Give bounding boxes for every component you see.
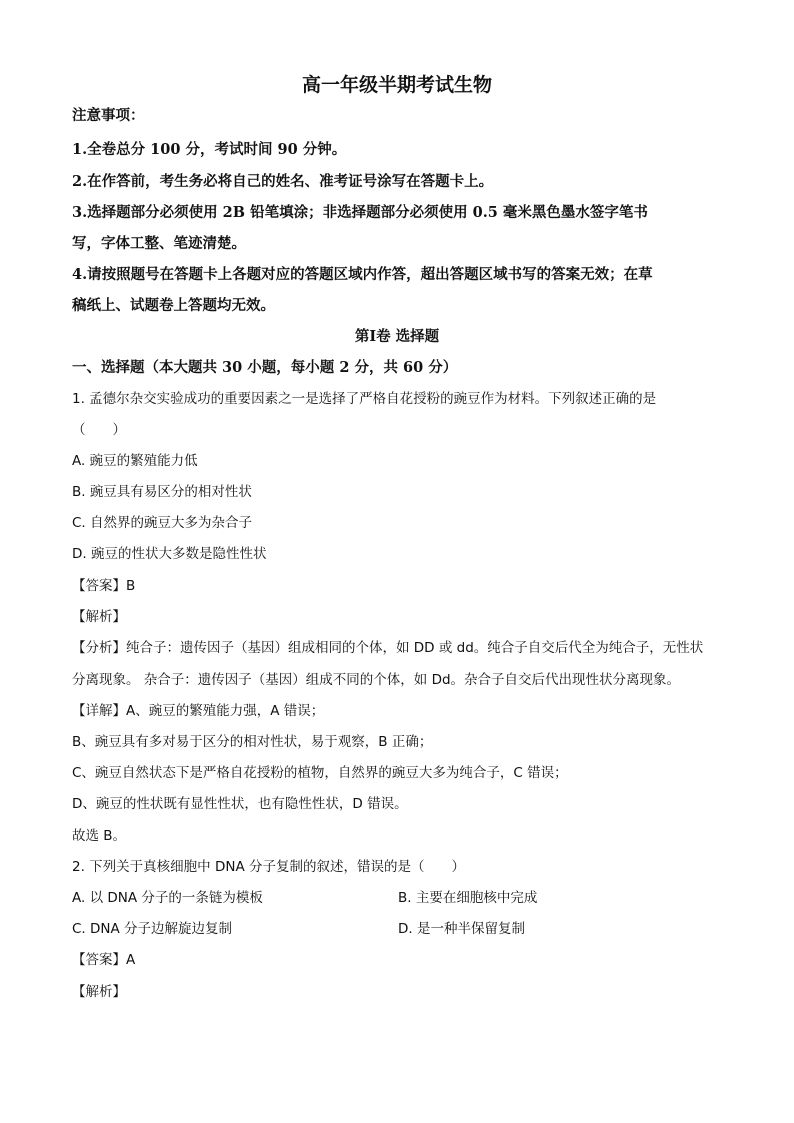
option-c: C. 自然界的豌豆大多为杂合子 bbox=[72, 515, 253, 531]
notice-item: 2.在作答前，考生务必将自己的姓名、准考证号涂写在答题卡上。 bbox=[72, 173, 494, 190]
question-stem: 2. 下列关于真核细胞中 DNA 分子复制的叙述，错误的是（ ） bbox=[72, 859, 465, 875]
page-title: 高一年级半期考试生物 bbox=[301, 74, 492, 96]
analysis-line: B、豌豆具有多对易于区分的相对性状，易于观察，B 正确； bbox=[72, 734, 433, 750]
analysis-line: C、豌豆自然状态下是严格自花授粉的植物，自然界的豌豆大多为纯合子，C 错误； bbox=[72, 765, 568, 781]
analysis-label: 【解析】 bbox=[72, 609, 126, 625]
analysis-line: 【详解】A、豌豆的繁殖能力强，A 错误； bbox=[72, 703, 325, 719]
analysis-line: 分离现象。 杂合子：遗传因子（基因）组成不同的个体，如 Dd。杂合子自交后代出现性状分离现象。 bbox=[72, 672, 681, 688]
question-stem: 1. 孟德尔杂交实验成功的重要因素之一是选择了严格自花授粉的豌豆作为材料。下列叙述正确的是 bbox=[72, 391, 657, 407]
notice-item: 4.请按照题号在答题卡上各题对应的答题区域内作答，超出答题区域书写的答案无效；在草 bbox=[72, 266, 653, 283]
analysis-line: 故选 B。 bbox=[72, 828, 127, 844]
notice-item: 稿纸上、试题卷上答题均无效。 bbox=[72, 297, 275, 314]
section-title: 第Ⅰ卷 选择题 bbox=[354, 328, 440, 345]
option-a: A. 豌豆的繁殖能力低 bbox=[72, 453, 198, 469]
notice-item: 1.全卷总分 100 分，考试时间 90 分钟。 bbox=[72, 141, 347, 158]
notice-heading: 注意事项： bbox=[72, 107, 145, 124]
answer-label: 【答案】A bbox=[72, 952, 136, 968]
option-b: B. 豌豆具有易区分的相对性状 bbox=[72, 484, 252, 500]
answer-parenthesis: （ ） bbox=[72, 422, 126, 438]
option-a: A. 以 DNA 分子的一条链为模板 bbox=[72, 890, 263, 906]
option-d: D. 豌豆的性状大多数是隐性性状 bbox=[72, 546, 267, 562]
notice-item: 3.选择题部分必须使用 2B 铅笔填涂；非选择题部分必须使用 0.5 毫米黑色墨水签字笔书 bbox=[72, 204, 648, 221]
analysis-line: 【分析】纯合子：遗传因子（基因）组成相同的个体，如 DD 或 dd。纯合子自交后代全为纯合子，无性状 bbox=[72, 640, 704, 656]
option-b: B. 主要在细胞核中完成 bbox=[398, 890, 538, 906]
answer-label: 【答案】B bbox=[72, 578, 136, 594]
option-c: C. DNA 分子边解旋边复制 bbox=[72, 921, 233, 937]
analysis-label: 【解析】 bbox=[72, 984, 126, 1000]
notice-item: 写，字体工整、笔迹清楚。 bbox=[72, 235, 246, 252]
option-d: D. 是一种半保留复制 bbox=[398, 921, 525, 937]
part-heading: 一、选择题（本大题共 30 小题，每小题 2 分，共 60 分） bbox=[72, 359, 458, 376]
analysis-line: D、豌豆的性状既有显性性状，也有隐性性状，D 错误。 bbox=[72, 796, 408, 812]
